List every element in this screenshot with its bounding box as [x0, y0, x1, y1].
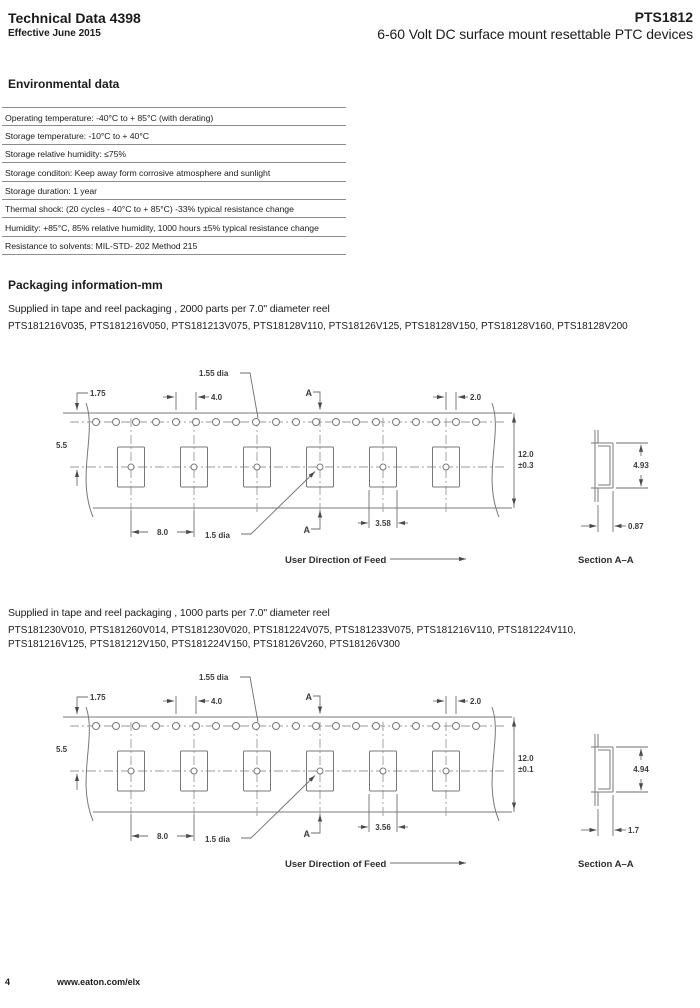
table-row: Storage duration: 1 year — [2, 181, 346, 199]
dim-tape-width: 12.0 — [518, 450, 534, 459]
dim-hole-to-pocket: 5.5 — [56, 745, 68, 754]
reel1-supply-note: Supplied in tape and reel packaging , 2000 parts per 7.0" diameter reel — [8, 303, 330, 315]
reel2-supply-note: Supplied in tape and reel packaging , 1000 parts per 7.0" diameter reel — [8, 607, 330, 619]
dim-tape-thickness: 1.7 — [628, 826, 640, 835]
dim-edge-to-hole: 1.75 — [90, 389, 106, 398]
table-row: Operating temperature: -40°C to + 85°C (with derating) — [2, 107, 346, 125]
dim-hole-to-pocket-center: 2.0 — [470, 393, 482, 402]
dim-hole-to-pocket: 5.5 — [56, 441, 68, 450]
document-title: Technical Data 4398 — [8, 10, 141, 26]
footer-url: www.eaton.com/elx — [57, 977, 141, 987]
table-row: Humidity: +85°C, 85% relative humidity, 1000 hours ±5% typical resistance change — [2, 217, 346, 235]
environmental-heading: Environmental data — [8, 77, 120, 91]
dim-sprocket-pitch: 4.0 — [211, 697, 223, 706]
section-label: Section A–A — [578, 859, 634, 870]
dim-hole-to-pocket-center: 2.0 — [470, 697, 482, 706]
reel1-part-numbers: PTS181216V035, PTS181216V050, PTS181213V075, PTS18128V110, PTS18126V125, PTS18128V150, PTS18128V160, PTS18128V200 — [8, 321, 628, 332]
dim-pocket-depth: 4.93 — [633, 461, 649, 470]
reel2-part-numbers — [8, 624, 576, 652]
product-number: PTS1812 — [634, 9, 693, 25]
tape-reel-drawing-1000-parts — [0, 660, 700, 906]
dim-pocket-width: 3.56 — [375, 823, 391, 832]
dim-tape-thickness: 0.87 — [628, 522, 644, 531]
dim-pocket-width: 3.58 — [375, 519, 391, 528]
dim-tape-width-tol: ±0.3 — [518, 461, 534, 470]
dim-sprocket-hole-dia: 1.55 dia — [199, 369, 229, 378]
dim-pocket-pitch: 8.0 — [156, 832, 169, 841]
product-subtitle: 6-60 Volt DC surface mount resettable PTC devices — [377, 26, 693, 42]
dim-pocket-depth: 4.94 — [633, 765, 649, 774]
dim-tape-width-tol: ±0.1 — [518, 765, 534, 774]
section-marker-bottom: A — [303, 525, 310, 535]
table-row: Resistance to solvents: MIL-STD- 202 Method 215 — [2, 236, 346, 254]
page-number: 4 — [5, 977, 11, 987]
environmental-table — [2, 107, 346, 255]
table-row: Thermal shock: (20 cycles - 40°C to + 85°C) -33% typical resistance change — [2, 199, 346, 217]
section-marker-top: A — [305, 692, 312, 702]
packaging-heading: Packaging information-mm — [8, 278, 163, 292]
dim-pocket-hole-dia: 1.5 dia — [205, 531, 230, 540]
dim-pocket-hole-dia: 1.5 dia — [205, 835, 230, 844]
part-numbers-line: PTS181230V010, PTS181260V014, PTS181230V020, PTS181224V075, PTS181233V075, PTS181216V110, PTS181224V110, — [8, 625, 576, 636]
table-row: Storage relative humidity: ≤75% — [2, 144, 346, 162]
dim-tape-width: 12.0 — [518, 754, 534, 763]
table-row: Storage conditon: Keep away form corrosive atmosphere and sunlight — [2, 162, 346, 180]
feed-direction-label: User Direction of Feed — [285, 859, 387, 870]
section-label: Section A–A — [578, 555, 634, 566]
effective-date: Effective June 2015 — [8, 28, 101, 39]
dim-edge-to-hole: 1.75 — [90, 693, 106, 702]
dim-sprocket-hole-dia: 1.55 dia — [199, 673, 229, 682]
table-row: Storage temperature: -10°C to + 40°C — [2, 125, 346, 143]
dim-sprocket-pitch: 4.0 — [211, 393, 223, 402]
part-numbers-line: PTS181216V125, PTS181212V150, PTS181224V150, PTS18126V260, PTS18126V300 — [8, 639, 400, 650]
tape-reel-drawing-2000-parts — [0, 356, 700, 602]
section-marker-top: A — [305, 388, 312, 398]
section-marker-bottom: A — [303, 829, 310, 839]
feed-direction-label: User Direction of Feed — [285, 555, 387, 566]
dim-pocket-pitch: 8.0 — [156, 528, 169, 537]
